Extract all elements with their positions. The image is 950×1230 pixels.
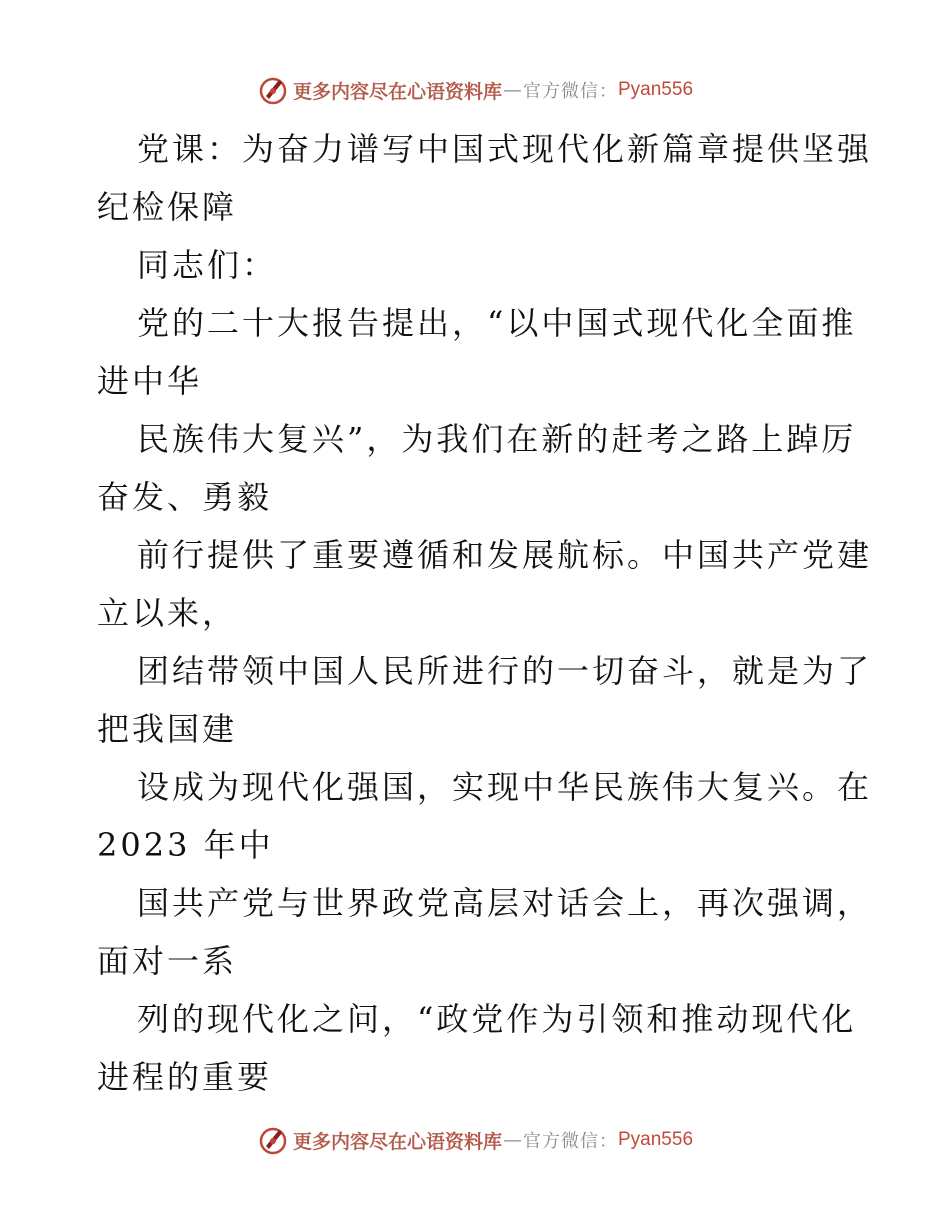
body-line: 立以来，: [97, 594, 238, 632]
body-line: 2023 年中: [97, 826, 274, 864]
body-line: 进程的重要: [97, 1058, 273, 1096]
body-line: 党的二十大报告提出，“以中国式现代化全面推: [137, 304, 857, 342]
body-line: 国共产党与世界政党高层对话会上，再次强调，: [137, 884, 873, 922]
body-line: 奋发、勇毅: [97, 478, 273, 516]
watermark-wechat-handle: Pyan556: [618, 1129, 694, 1150]
footer-watermark-banner: [0, 1120, 950, 1160]
body-line: 民族伟大复兴”，为我们在新的赶考之路上踔厉: [137, 420, 857, 458]
watermark-wechat-handle: Pyan556: [618, 79, 694, 100]
watermark-official-label: 官方微信：: [523, 81, 618, 102]
pen-ring-logo-icon: [257, 1124, 289, 1156]
document-title-line-1: 党课：为奋力谱写中国式现代化新篇章提供坚强: [137, 130, 873, 168]
header-watermark-banner: [0, 70, 950, 110]
pen-ring-logo-icon: [257, 74, 289, 106]
body-line: 面对一系: [97, 942, 238, 980]
watermark-official-label: 官方微信：: [523, 1131, 618, 1152]
salutation-line: 同志们：: [137, 246, 278, 284]
body-line: 前行提供了重要遵循和发展航标。中国共产党建: [137, 536, 873, 574]
document-title-line-2: 纪检保障: [97, 188, 238, 226]
watermark-dash: —: [503, 79, 522, 101]
document-body: [97, 120, 873, 1106]
body-line: 进中华: [97, 362, 203, 400]
body-line: 列的现代化之问，“政党作为引领和推动现代化: [137, 1000, 857, 1038]
watermark-dash: —: [503, 1129, 522, 1151]
body-line: 把我国建: [97, 710, 238, 748]
body-line: 团结带领中国人民所进行的一切奋斗，就是为了: [137, 652, 873, 690]
watermark-brand-text: 更多内容尽在心语资料库: [292, 80, 502, 103]
body-line: 设成为现代化强国，实现中华民族伟大复兴。在: [137, 768, 873, 806]
watermark-brand-text: 更多内容尽在心语资料库: [292, 1130, 502, 1153]
